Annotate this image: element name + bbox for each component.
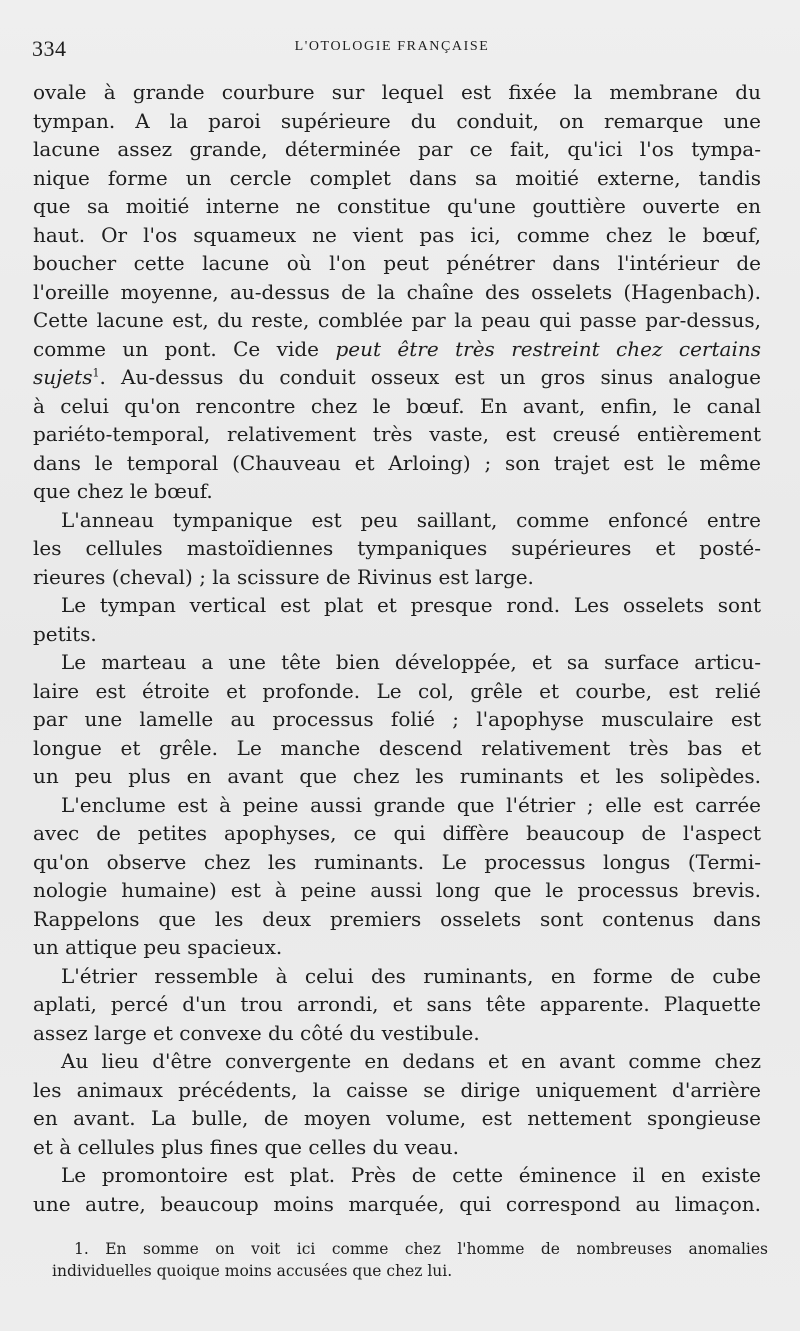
line-text: par une lamelle au processus folié ; l'apophyse musculaire est — [33, 707, 761, 731]
footnote — [52, 1238, 768, 1282]
text-line — [33, 306, 761, 335]
line-text: les cellules mastoïdiennes tympaniques supérieures et posté- — [33, 536, 761, 560]
line-text: à celui qu'on rencontre chez le bœuf. En avant, enfin, le canal — [33, 393, 761, 418]
footnote-line: 1. En somme on voit ici comme chez l'homme de nombreuses anomalies — [74, 1240, 768, 1258]
text-line — [33, 1161, 761, 1190]
line-text: assez large et convexe du côté du vestibule. — [33, 1020, 480, 1045]
text-line — [33, 363, 761, 392]
text-line — [33, 477, 761, 506]
italic-text: sujets — [33, 365, 93, 389]
text-line — [33, 534, 761, 563]
line-text: L'anneau tympanique est peu saillant, comme enfoncé entre — [61, 507, 761, 532]
text-line — [33, 734, 761, 763]
running-title: L'OTOLOGIE FRANÇAISE — [294, 39, 490, 54]
line-text: comme un pont. Ce vide — [33, 336, 336, 361]
text-line — [33, 648, 761, 677]
line-text: L'étrier ressemble à celui des ruminants, en forme de cube — [61, 963, 761, 988]
line-text: avec de petites apophyses, ce qui diffère beaucoup de l'aspect — [33, 821, 761, 845]
line-text: boucher cette lacune où l'on peut pénétrer dans l'intérieur de — [33, 251, 761, 275]
text-line — [33, 249, 761, 278]
text-line — [33, 107, 761, 136]
line-text: rieures (cheval) ; la scissure de Rivinus est large. — [33, 564, 534, 589]
line-text: les animaux précédents, la caisse se dirige uniquement d'arrière — [33, 1077, 761, 1102]
body-text — [33, 78, 761, 1218]
line-text: dans le temporal (Chauveau et Arloing) ; son trajet est le même — [33, 450, 761, 475]
line-text: aplati, percé d'un trou arrondi, et sans tête apparente. Plaquette — [33, 992, 761, 1016]
line-text: petits. — [33, 621, 97, 646]
line-text: un attique peu spacieux. — [33, 935, 283, 959]
text-line — [33, 620, 761, 649]
text-line — [33, 335, 761, 364]
line-text: ovale à grande courbure sur lequel est fixée la membrane du — [33, 80, 761, 104]
text-line — [33, 962, 761, 991]
text-line — [33, 449, 761, 478]
text-line — [33, 762, 761, 791]
line-text: que sa moitié interne ne constitue qu'une gouttière ouverte en — [33, 194, 761, 218]
line-text: Au lieu d'être convergente en dedans et en avant comme chez — [61, 1049, 761, 1073]
text-line — [33, 933, 761, 962]
text-line — [33, 135, 761, 164]
text-line — [33, 905, 761, 934]
text-line — [33, 221, 761, 250]
text-line — [33, 591, 761, 620]
page-number: 334 — [32, 36, 67, 61]
text-line — [33, 677, 761, 706]
line-text: en avant. La bulle, de moyen volume, est nettement spongieuse — [33, 1106, 761, 1130]
line-text: haut. Or l'os squameux ne vient pas ici, comme chez le bœuf, — [33, 222, 761, 247]
text-line — [33, 1104, 761, 1133]
line-text: lacune assez grande, déterminée par ce fait, qu'ici l'os tympa- — [33, 137, 761, 161]
text-line — [33, 78, 761, 107]
text-line — [33, 819, 761, 848]
line-text: nique forme un cercle complet dans sa moitié externe, tandis — [33, 165, 761, 190]
running-header — [32, 36, 752, 60]
line-text: pariéto-temporal, relativement très vaste, est creusé entièrement — [33, 422, 761, 446]
footnote-line: individuelles quoique moins accusées que chez lui. — [52, 1262, 453, 1280]
line-text: L'enclume est à peine aussi grande que l'étrier ; elle est carrée — [61, 792, 761, 817]
text-line — [33, 164, 761, 193]
line-text: qu'on observe chez les ruminants. Le processus longus (Termi- — [33, 849, 761, 874]
line-text: Le tympan vertical est plat et presque rond. Les osselets sont — [61, 593, 761, 617]
italic-text: peut être très restreint chez certains — [335, 336, 761, 361]
text-line — [33, 420, 761, 449]
text-line — [33, 876, 761, 905]
line-text: Le promontoire est plat. Près de cette éminence il en existe — [61, 1163, 761, 1187]
line-text: tympan. A la paroi supérieure du conduit, on remarque une — [33, 108, 761, 133]
line-text: Cette lacune est, du reste, comblée par la peau qui passe par-dessus, — [33, 308, 761, 332]
text-line — [33, 278, 761, 307]
line-text: une autre, beaucoup moins marquée, qui correspond au limaçon. — [33, 1191, 761, 1216]
text-line — [33, 1019, 761, 1048]
line-text: laire est étroite et profonde. Le col, grêle et courbe, est relié — [33, 678, 761, 703]
line-text: et à cellules plus fines que celles du veau. — [33, 1134, 459, 1159]
text-line — [33, 1076, 761, 1105]
line-text: un peu plus en avant que chez les ruminants et les solipèdes. — [33, 764, 761, 788]
line-text: Le marteau a une tête bien développée, et sa surface articu- — [61, 650, 761, 674]
text-line — [33, 1190, 761, 1219]
text-line — [33, 848, 761, 877]
text-line — [33, 990, 761, 1019]
text-line — [33, 791, 761, 820]
footnote-marker: 1 — [92, 366, 100, 380]
text-line — [33, 563, 761, 592]
text-line — [33, 1047, 761, 1076]
line-text: l'oreille moyenne, au-dessus de la chaîne des osselets (Hagenbach). — [33, 279, 761, 304]
text-line — [33, 192, 761, 221]
line-text: que chez le bœuf. — [33, 479, 213, 503]
text-line — [33, 705, 761, 734]
text-line — [33, 506, 761, 535]
line-text: longue et grêle. Le manche descend relativement très bas et — [33, 735, 761, 760]
text-line — [33, 392, 761, 421]
line-text: nologie humaine) est à peine aussi long que le processus brevis. — [33, 878, 761, 902]
line-text: . Au-dessus du conduit osseux est un gros sinus analogue — [99, 365, 761, 389]
text-line — [33, 1133, 761, 1162]
line-text: Rappelons que les deux premiers osselets sont contenus dans — [33, 906, 761, 931]
